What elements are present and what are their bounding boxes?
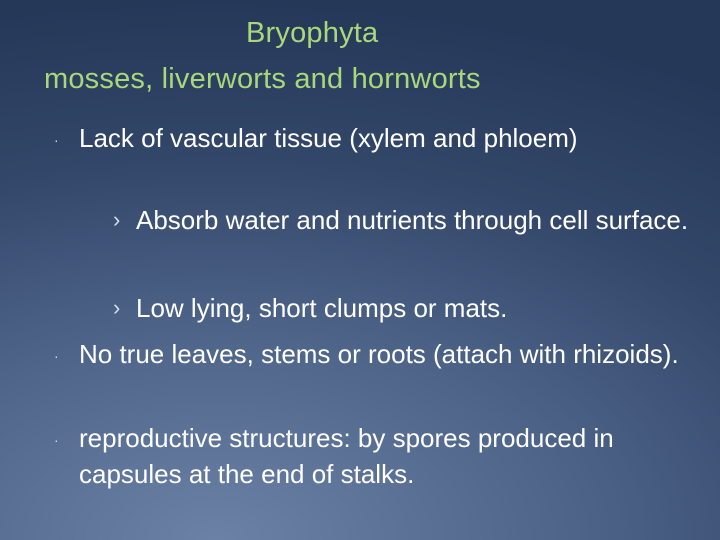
chevron-right-icon: ›: [113, 207, 121, 232]
bullet-dot-icon: ·: [54, 132, 59, 148]
bullet-dot-icon: ·: [54, 432, 59, 448]
sub-bullet-item-low-lying: [113, 290, 706, 326]
bullet-item-no-true-leaves: [54, 336, 699, 372]
slide-title-line1: Bryophyta: [246, 17, 379, 49]
bullet-text: No true leaves, stems or roots (attach with rhizoids).: [79, 339, 679, 369]
chevron-right-icon: ›: [113, 295, 121, 320]
bullet-item-reproductive: [54, 420, 699, 492]
slide-title: [44, 10, 664, 102]
bullet-item-vascular: [54, 120, 699, 156]
slide-title-line2: mosses, liverworts and hornworts: [44, 63, 481, 95]
sub-bullet-text: Low lying, short clumps or mats.: [136, 293, 508, 323]
bullet-dot-icon: ·: [54, 348, 59, 364]
sub-bullet-item-absorb: [113, 202, 706, 238]
bullet-text: reproductive structures: by spores produced in capsules at the end of stalks.: [79, 423, 614, 489]
bullet-text: Lack of vascular tissue (xylem and phloem): [79, 123, 578, 153]
sub-bullet-text: Absorb water and nutrients through cell surface.: [136, 205, 689, 235]
